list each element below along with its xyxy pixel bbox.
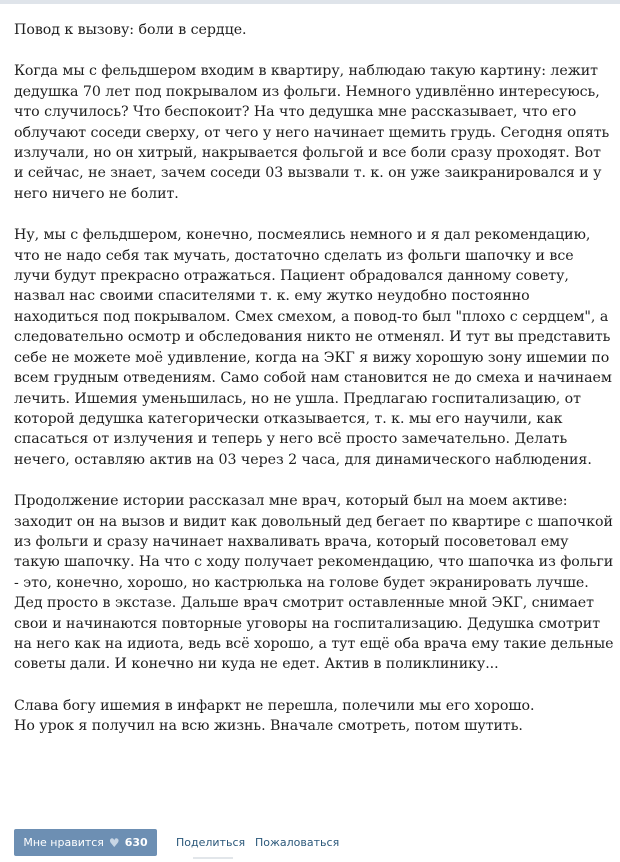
like-count: 630 [124, 836, 148, 849]
share-link[interactable]: Поделиться [176, 836, 246, 849]
post-actions [14, 829, 614, 856]
post-paragraph-2: Когда мы с фельдшером входим в квартиру, наблюдаю такую картину: лежит дедушка 70 лет под покрывалом из фольги. Немного удивлённо интересуюсь, что случилось? Что беспокоит? На что дедушка мне рассказывает, что его облучают соседи сверху, от чего у него начинает щемить грудь. Сегодня опять излучали, но он хитрый, накрывается фольгой и все боли сразу проходят. Вот и сейчас, не знает, зачем соседи 03 вызвали т. к. он уже заикранировался и у него ничего не болит. [14, 63, 610, 202]
heart-icon: ♥ [108, 835, 120, 850]
post-paragraph-1: Повод к вызову: боли в сердце. [14, 22, 247, 38]
post-paragraph-3: Ну, мы с фельдшером, конечно, посмеялись немного и я дал рекомендацию, что не надо себя так мучать, достаточно сделать из фольги шапочку и все лучи будут прекрасно отражаться. Пациент обрадовался данному совету, назвал нас своими спасителями т. к. ему жутко неудобно постоянно находиться под покрывалом. Смех смехом, а повод-то был "плохо с сердцем", а следовательно осмотр и обследования никто не отменял. И тут вы представить себе не можете моё удивление, когда на ЭКГ я вижу хорошую зону ишемии по всем грудным отведениям. Само собой нам становится не до смеха и начинаем лечить. Ишемия уменьшилась, но не ушла. Предлагаю госпитализацию, от которой дедушка категорически отказывается, т. к. мы его научили, как спасаться от излучения и теперь у него всё просто замечательно. Делать нечего, оставляю актив на 03 через 2 часа, для динамического наблюдения. [14, 227, 612, 468]
like-button[interactable] [14, 829, 157, 856]
divider [193, 857, 233, 859]
post-body [14, 20, 614, 758]
like-label: Мне нравится [23, 836, 104, 849]
post-paragraph-6: Но урок я получил на всю жизнь. Вначале смотреть, потом шутить. [14, 718, 523, 735]
top-border [0, 0, 620, 4]
post-paragraph-5: Слава богу ишемия в инфаркт не перешла, полечили мы его хорошо. [14, 697, 535, 714]
post-paragraph-4: Продолжение истории рассказал мне врач, который был на моем активе: заходит он на вызов и видит как довольный дед бегает по квартире с шапочкой из фольги и сразу начинает нахваливать врача, который посоветовал ему такую шапочку. На что с ходу получает рекомендацию, что шапочка из фольги - это, конечно, хорошо, но кастрюлька на голове будет экранировать лучше. Дед просто в экстазе. Дальше врач смотрит оставленные мной ЭКГ, снимает свои и начинаются повторные уговоры на госпитализацию. Дедушка смотрит на него как на идиота, ведь всё хорошо, а тут ещё оба врача ему такие дельные советы дали. И конечно ни куда не едет. Актив в поликлинику... [14, 493, 614, 673]
report-link[interactable]: Пожаловаться [255, 836, 340, 849]
